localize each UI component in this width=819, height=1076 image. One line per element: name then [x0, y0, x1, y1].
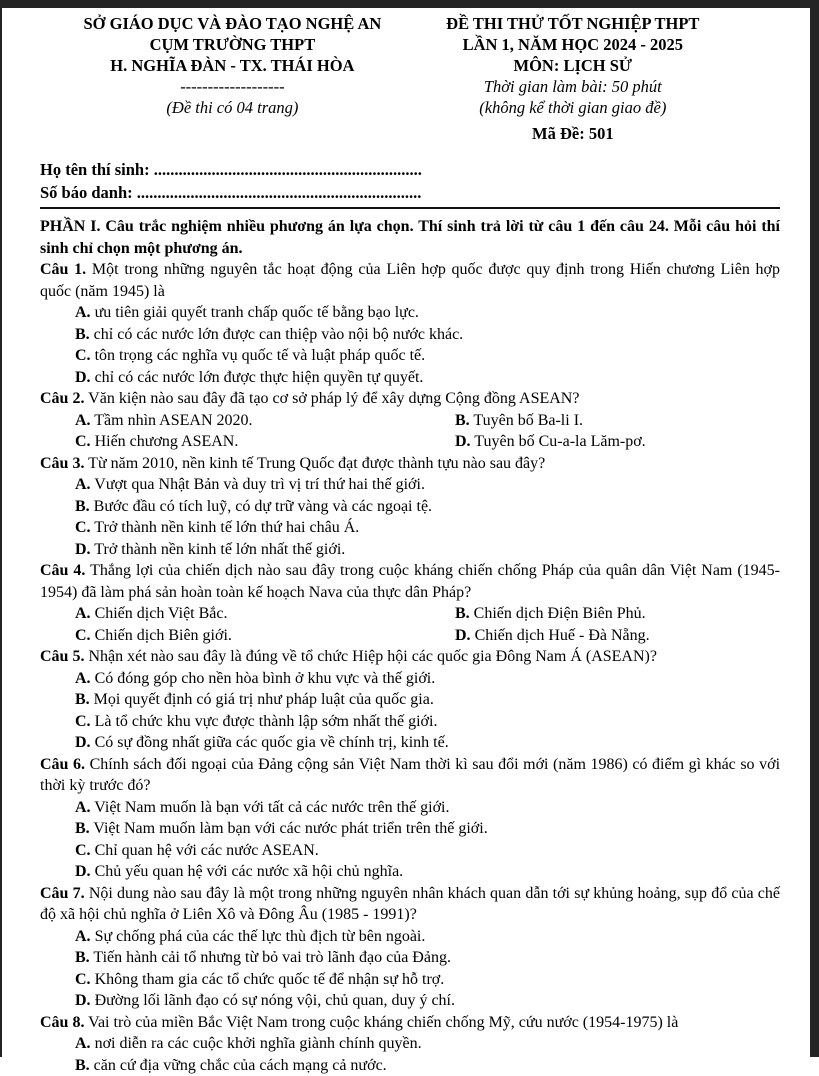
question-4-option-d	[420, 625, 780, 647]
option-letter: A.	[75, 1035, 91, 1052]
option-text: nơi diễn ra các cuộc khởi nghĩa giành chính quyền.	[95, 1035, 422, 1052]
option-letter: A.	[75, 605, 91, 622]
question-2-text: Văn kiện nào sau đây đã tạo cơ sở pháp lý để xây dựng Cộng đồng ASEAN?	[88, 390, 579, 407]
question-6	[40, 754, 780, 883]
exam-header	[40, 13, 780, 144]
district-name: H. NGHĨA ĐÀN - TX. THÁI HÒA	[40, 55, 425, 76]
question-3-option-a	[40, 474, 780, 496]
question-6-option-c	[40, 840, 780, 862]
question-6-option-b	[40, 818, 780, 840]
question-4-text: Thắng lợi của chiến dịch nào sau đây trong cuộc kháng chiến chống Pháp của quân dân Việt Nam (1945-1954) đã làm phá sản hoàn toàn kế hoạch Nava của thực dân Pháp?	[40, 562, 780, 601]
option-letter: D.	[75, 369, 91, 386]
question-7-options	[40, 926, 780, 1012]
question-2-option-d	[420, 431, 780, 453]
question-6-stem	[40, 754, 780, 797]
question-4-option-b	[420, 603, 780, 625]
option-letter: B.	[75, 1057, 90, 1074]
question-5	[40, 646, 780, 754]
option-text: Trở thành nền kinh tế lớn thứ hai châu Á.	[94, 519, 359, 536]
question-6-options	[40, 797, 780, 883]
question-5-text: Nhận xét nào sau đây là đúng về tổ chức Hiệp hội các quốc gia Đông Nam Á (ASEAN)?	[88, 648, 657, 665]
option-letter: B.	[455, 605, 470, 622]
option-letter: B.	[75, 498, 90, 515]
question-6-option-d	[40, 861, 780, 883]
option-text: Việt Nam muốn làm bạn với các nước phát triển trên thế giới.	[93, 820, 487, 837]
question-4-number: Câu 4.	[40, 562, 85, 579]
question-2-option-b	[420, 410, 780, 432]
question-1-number: Câu 1.	[40, 261, 86, 278]
option-text: Chủ yếu quan hệ với các nước xã hội chủ nghĩa.	[95, 863, 404, 880]
question-8-option-a	[40, 1033, 780, 1055]
exam-title: ĐỀ THI THỬ TỐT NGHIỆP THPT	[425, 13, 721, 34]
candidate-name-label: Họ tên thí sinh:	[40, 160, 150, 179]
option-text: Chiến dịch Điện Biên Phủ.	[474, 605, 646, 622]
question-7-option-b	[40, 947, 780, 969]
section-1-title: PHẦN I. Câu trắc nghiệm nhiều phương án lựa chọn. Thí sinh trả lời từ câu 1 đến câu 24. Mỗi câu hỏi thí sinh chỉ chọn một phương án.	[40, 216, 780, 259]
option-letter: A.	[75, 476, 91, 493]
question-1-option-d	[40, 367, 780, 389]
question-1-option-b	[40, 324, 780, 346]
pages-note: (Đề thi có 04 trang)	[40, 97, 425, 118]
exam-code: Mã Đề: 501	[425, 123, 721, 144]
question-4-option-a	[40, 603, 420, 625]
option-text: Hiến chương ASEAN.	[95, 433, 239, 450]
question-2-number: Câu 2.	[40, 390, 84, 407]
option-letter: B.	[75, 326, 90, 343]
candidate-info	[40, 158, 780, 204]
question-3-option-b	[40, 496, 780, 518]
question-4	[40, 560, 780, 646]
question-5-options	[40, 668, 780, 754]
question-3-stem	[40, 453, 780, 475]
question-6-text: Chính sách đối ngoại của Đảng cộng sản Việt Nam thời kì sau đổi mới (năm 1986) có điểm gì khác so với thời kỳ trước đó?	[40, 756, 780, 795]
question-7-stem	[40, 883, 780, 926]
question-8-text: Vai trò của miền Bắc Việt Nam trong cuộc kháng chiến chống Mỹ, cứu nước (1954-1975) là	[88, 1014, 678, 1031]
exam-round: LẦN 1, NĂM HỌC 2024 - 2025	[425, 34, 721, 55]
question-6-option-a	[40, 797, 780, 819]
option-letter: C.	[75, 347, 91, 364]
option-text: Không tham gia các tổ chức quốc tế để nhận sự hỗ trợ.	[95, 971, 445, 988]
screen-edge-top	[0, 0, 819, 8]
exam-subject: MÔN: LỊCH SỬ	[425, 55, 721, 76]
question-3-options	[40, 474, 780, 560]
question-7-option-a	[40, 926, 780, 948]
question-1-text: Một trong những nguyên tắc hoạt động của Liên hợp quốc được quy định trong Hiến chương Liên hợp quốc (năm 1945) là	[40, 261, 780, 300]
option-letter: D.	[455, 627, 471, 644]
candidate-number-label: Số báo danh:	[40, 183, 133, 202]
option-letter: D.	[455, 433, 471, 450]
exam-title-block	[425, 13, 721, 144]
question-5-stem	[40, 646, 780, 668]
question-1-options	[40, 302, 780, 388]
department-name: SỞ GIÁO DỤC VÀ ĐÀO TẠO NGHỆ AN	[40, 13, 425, 34]
option-text: Chiến dịch Huế - Đà Nẵng.	[475, 627, 650, 644]
option-letter: A.	[75, 412, 91, 429]
question-4-option-c	[40, 625, 420, 647]
question-2-options	[40, 410, 780, 453]
option-text: Là tổ chức khu vực được thành lập sớm nhất thế giới.	[95, 713, 438, 730]
question-5-number: Câu 5.	[40, 648, 84, 665]
header-separator-line	[40, 207, 780, 209]
option-text: Tầm nhìn ASEAN 2020.	[94, 412, 252, 429]
question-4-options	[40, 603, 780, 646]
exam-page	[2, 8, 810, 1057]
option-text: ưu tiên giải quyết tranh chấp quốc tế bằng bạo lực.	[95, 304, 419, 321]
option-letter: B.	[75, 820, 90, 837]
question-2-option-a	[40, 410, 420, 432]
candidate-number-line	[40, 181, 780, 204]
question-1-option-c	[40, 345, 780, 367]
question-8-option-b	[40, 1055, 780, 1076]
question-1-option-a	[40, 302, 780, 324]
option-letter: A.	[75, 670, 91, 687]
option-text: chỉ có các nước lớn được thực hiện quyền tự quyết.	[95, 369, 424, 386]
option-letter: A.	[75, 304, 91, 321]
option-letter: B.	[75, 691, 90, 708]
question-6-number: Câu 6.	[40, 756, 85, 773]
question-3	[40, 453, 780, 561]
question-7-text: Nội dung nào sau đây là một trong những nguyên nhân khách quan dẫn tới sự khủng hoảng, sụp đổ của chế độ xã hội chủ nghĩa ở Liên Xô và Đông Âu (1985 - 1991)?	[40, 885, 780, 924]
option-letter: A.	[75, 928, 91, 945]
option-text: Tuyên bố Ba-li I.	[473, 412, 583, 429]
option-text: Tiến hành cải tổ nhưng từ bỏ vai trò lãnh đạo của Đảng.	[93, 949, 451, 966]
option-text: Tuyên bố Cu-a-la Lăm-pơ.	[474, 433, 645, 450]
question-7-number: Câu 7.	[40, 885, 85, 902]
option-text: Việt Nam muốn là bạn với tất cả các nước trên thế giới.	[94, 799, 449, 816]
exam-body	[40, 216, 780, 1076]
question-3-option-d	[40, 539, 780, 561]
option-letter: D.	[75, 992, 91, 1009]
question-5-option-a	[40, 668, 780, 690]
option-text: Có sự đồng nhất giữa các quốc gia về chính trị, kinh tế.	[95, 734, 449, 751]
exam-duration: Thời gian làm bài: 50 phút	[425, 76, 721, 97]
question-7-option-c	[40, 969, 780, 991]
option-text: Đường lối lãnh đạo có sự nóng vội, chủ quan, duy ý chí.	[95, 992, 455, 1009]
question-5-option-b	[40, 689, 780, 711]
option-letter: C.	[75, 627, 91, 644]
option-text: Chiến dịch Biên giới.	[95, 627, 232, 644]
option-letter: A.	[75, 799, 91, 816]
question-1	[40, 259, 780, 388]
option-text: Bước đầu có tích luỹ, có dự trữ vàng và các ngoại tệ.	[94, 498, 432, 515]
option-letter: C.	[75, 971, 91, 988]
question-3-number: Câu 3.	[40, 455, 84, 472]
candidate-number-blank: .....................................................................	[137, 183, 422, 202]
question-1-stem	[40, 259, 780, 302]
option-letter: D.	[75, 541, 91, 558]
question-3-text: Từ năm 2010, nền kinh tế Trung Quốc đạt được thành tựu nào sau đây?	[88, 455, 545, 472]
option-text: Sự chống phá của các thế lực thù địch từ bên ngoài.	[95, 928, 426, 945]
question-2-stem	[40, 388, 780, 410]
option-letter: B.	[455, 412, 470, 429]
option-letter: D.	[75, 863, 91, 880]
question-3-option-c	[40, 517, 780, 539]
option-letter: C.	[75, 842, 91, 859]
option-text: Chiến dịch Việt Bắc.	[95, 605, 228, 622]
option-text: Chỉ quan hệ với các nước ASEAN.	[95, 842, 319, 859]
question-4-stem	[40, 560, 780, 603]
option-letter: D.	[75, 734, 91, 751]
exam-duration-note: (không kể thời gian giao đề)	[425, 97, 721, 118]
question-8	[40, 1012, 780, 1076]
option-text: Vượt qua Nhật Bản và duy trì vị trí thứ hai thế giới.	[94, 476, 425, 493]
option-letter: C.	[75, 519, 91, 536]
question-2	[40, 388, 780, 453]
question-7	[40, 883, 780, 1012]
header-dashes: -------------------	[40, 76, 425, 97]
option-text: Trở thành nền kinh tế lớn nhất thế giới.	[94, 541, 345, 558]
question-8-stem	[40, 1012, 780, 1034]
question-2-option-c	[40, 431, 420, 453]
option-text: căn cứ địa vững chắc của cách mạng cả nước.	[94, 1057, 387, 1074]
option-text: tôn trọng các nghĩa vụ quốc tế và luật pháp quốc tế.	[95, 347, 426, 364]
school-cluster: CỤM TRƯỜNG THPT	[40, 34, 425, 55]
option-text: chỉ có các nước lớn được can thiệp vào nội bộ nước khác.	[94, 326, 464, 343]
question-5-option-d	[40, 732, 780, 754]
screen-edge-right	[810, 0, 819, 1057]
candidate-name-line	[40, 158, 780, 181]
option-text: Mọi quyết định có giá trị như pháp luật của quốc gia.	[94, 691, 434, 708]
option-letter: C.	[75, 433, 91, 450]
question-5-option-c	[40, 711, 780, 733]
option-letter: C.	[75, 713, 91, 730]
option-letter: B.	[75, 949, 90, 966]
question-8-number: Câu 8.	[40, 1014, 84, 1031]
screen-edge-left	[0, 0, 2, 1057]
question-8-options	[40, 1033, 780, 1076]
question-7-option-d	[40, 990, 780, 1012]
candidate-name-blank: .................................................................	[154, 160, 422, 179]
option-text: Có đóng góp cho nền hòa bình ở khu vực và thế giới.	[95, 670, 436, 687]
issuing-authority-block	[40, 13, 425, 144]
